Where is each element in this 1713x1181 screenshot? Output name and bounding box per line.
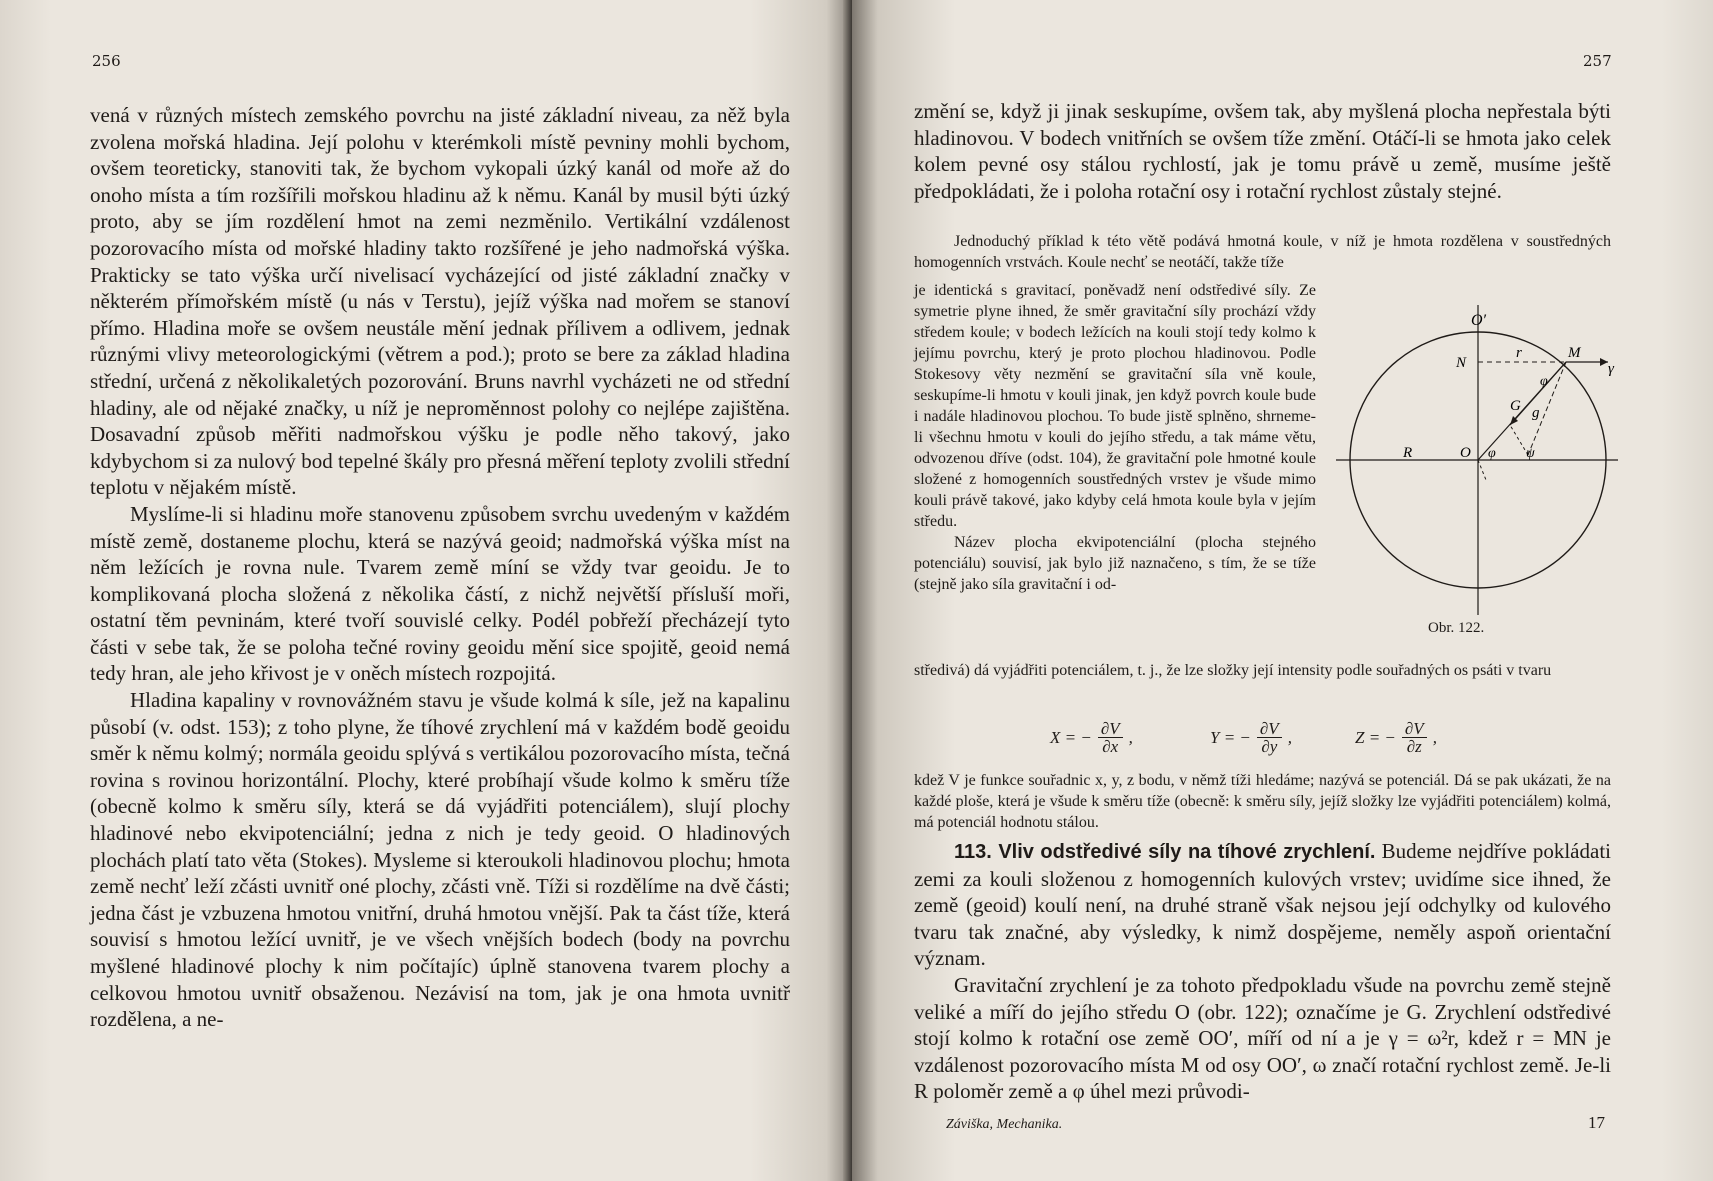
- fraction-numerator: ∂V: [1402, 720, 1427, 738]
- gamma-arrowhead: [1600, 358, 1608, 366]
- fraction-numerator: ∂V: [1257, 720, 1282, 738]
- right-intro-text: [914, 98, 1611, 204]
- equipotential-paragraph-cont: středivá) dá vyjádřiti potenciálem, t. j., že lze složky její intensity podle souřadných os psáti v tvaru: [914, 662, 1552, 679]
- label-phi: φ: [1488, 446, 1496, 461]
- potential-definition: kdež V je funkce souřadnic x, y, z bodu, v němž tíži hledáme; nazývá se potenciál. Dá se pak ukázati, že na každé ploše, která je všude k směru tíže (obecně: k směru síly, jejíž složky lze vyjádřiti potenciálem) kolmá, má potenciál hodnotu stálou.: [914, 772, 1611, 831]
- left-page-text: [90, 102, 790, 1033]
- fraction: [1098, 720, 1123, 755]
- fraction-numerator: ∂V: [1098, 720, 1123, 738]
- equation-lhs: X = −: [1050, 727, 1092, 747]
- label-g-capital: G: [1510, 398, 1521, 414]
- page-number-right: 257: [1583, 52, 1612, 70]
- label-g: g: [1532, 405, 1540, 421]
- equation-y: [1210, 720, 1292, 755]
- equation-z: [1355, 720, 1437, 755]
- section-paragraph-2: Gravitační zrychlení je za tohoto předpokladu všude na povrchu země stejně veliké a míří do jejího středu O (obr. 122); označíme je G. Zrychlení odstředivé stojí kolmo k rotační ose země OO′, míří od ní a je γ = ω²r, kdež r = MN je vzdálenost pozorovacího místa M od osy OO′, ω značí rotační rychlost země. Je-li R poloměr země a φ úhel mezi průvodi-: [914, 972, 1611, 1104]
- section-heading: 113. Vliv odstředivé síly na tíhové zrychlení.: [954, 841, 1376, 863]
- equation-separator: ,: [1287, 727, 1292, 747]
- psi-line: [1478, 460, 1486, 480]
- label-o: O: [1460, 445, 1471, 461]
- label-o-prime: O′: [1471, 312, 1487, 329]
- example-paragraph-start: Jednoduchý příklad k této větě podává hmotná koule, v níž je hmota rozdělena v soustředných homogenních vrstvách. Koule nechť se neotáčí, takže tíže: [914, 233, 1611, 271]
- equation-x: [1050, 720, 1133, 755]
- equipotential-paragraph: Název plocha ekvipotenciální (plocha stejného potenciálu) souvisí, jak bylo již naznačeno, s tím, že se tíže (stejně jako síla gravitační i od-: [914, 534, 1316, 593]
- figure-122-diagram: [1328, 295, 1618, 655]
- label-phi-top: φ: [1540, 374, 1548, 389]
- equation-separator: ,: [1432, 727, 1437, 747]
- label-r: R: [1403, 445, 1413, 461]
- label-n: N: [1456, 355, 1467, 371]
- footer-author: Záviška, Mechanika.: [946, 1117, 1063, 1132]
- paragraph-2: Myslíme-li si hladinu moře stanovenu způsobem svrchu uvedeným v každém místě země, dostaneme plochu, která se nazývá geoid; nadmořská výška míst na něm ležících je rovna nule. Tvarem země míní se vždy tvar geoidu. Je to komplikovaná plocha složená z několika částí, z nichž největší přísluší moři, ostatní těm pevninám, které tvoří souvislé celky. Podél pobřeží přecházejí tyto části v sebe tak, že se poloha tečné roviny geoidu mění sice spojitě, geoid nemá tedy hran, ale jeho křivost je v oněch místech rozpojitá.: [90, 501, 790, 686]
- intro-paragraph: změní se, když ji jinak seskupíme, ovšem tak, aby myšlená plocha nepřestala býti hladinovou. V bodech vnitřních se ovšem tíže změní. Otáčí-li se hmota jako celek kolem pevné osy stálou rychlostí, jak je tomu právě u země, musíme ještě předpokládati, že i poloha rotační osy i rotační rychlost zůstaly stejné.: [914, 99, 1611, 203]
- section-113: [914, 838, 1611, 1105]
- signature-mark: 17: [1588, 1113, 1605, 1132]
- small-text-2: [914, 660, 1611, 681]
- small-text-1: [914, 231, 1611, 273]
- label-r-small: r: [1516, 345, 1522, 361]
- section-paragraph-1: [914, 838, 1611, 972]
- left-page: [0, 0, 852, 1181]
- page-number-left: 256: [92, 52, 121, 70]
- label-gamma: γ: [1608, 361, 1614, 377]
- small-text-3: [914, 770, 1611, 833]
- section-text: Budeme nejdříve pokládati zemi za kouli složenou z homogenních kulových vrstev; uvidíme sice ihned, že země (geoid) koulí není, na druhé straně však nejsou její odchylky od kulového tvaru tak značné, aby výsledky, k nimž dospějeme, neměly aspoň orientační význam.: [914, 839, 1611, 971]
- equation-lhs: Y = −: [1210, 727, 1251, 747]
- paragraph-1: vená v různých místech zemského povrchu na jisté základní niveau, za něž byla zvolena mořská hladina. Její polohu v kterémkoli místě pevniny mohli bychom, ovšem teoreticky, stanoviti tak, že bychom vykopali úzký kanál od moře až do onoho místa a tím rozšířili mořskou hladinu až k němu. Kanál by musil býti úzký proto, aby se jím rozdělení hmot na zemi nezměnilo. Vertikální vzdálenost pozorovacího místa od mořské hladiny takto rozšířené je jeho nadmořská výška. Prakticky se tato výška určí nivelisací vycházející od jisté základní značky v některém přímořském místě (u nás v Terstu), jejíž výška nad mořem se stanoví přímo. Hladina moře se ovšem neustále mění jednak přílivem a odlivem, jednak různými vlivy meteorologickými (větrem a pod.); proto se bere za základ hladina střední, určená z několikaletých pozorování. Bruns navrhl vycházeti ne od střední hladiny, ale od nějaké značky, u níž je neproměnnost polohy co nejlépe zajištěna. Dosavadní způsob měřiti nadmořskou výšku je podle něho takový, jako kdybychom si za nulový bod tepelné škály pro přesná měření teploty zvolili střední teplotu v nějakém místě.: [90, 103, 790, 500]
- fraction: [1257, 720, 1282, 755]
- fraction-denominator: ∂z: [1406, 737, 1422, 756]
- paragraph-3: Hladina kapaliny v rovnovážném stavu je všude kolmá k síle, jež na kapalinu působí (v. odst. 153); z toho plyne, že tíhové zrychlení má v každém bodě geoidu směr k němu kolmý; normála geoidu splývá s vertikálou pozorovacího místa, tečná rovina s rovinou horizontální. Plochy, které probíhají všude kolmo k směru tíže (obecně kolmo k směru síly, která se dá vyjádřiti potenciálem), slují plochy hladinové nebo ekvipotenciální; jedna z nich je tedy geoid. O hladinových plochách platí tato věta (Stokes). Mysleme si kteroukoli hladinovou plochu; hmota země nechť leží zčásti uvnitř oné plochy, zčásti vně. Tíži si rozdělíme na dvě části; jedna část je vzbuzena hmotou vnitřní, druhá hmotou vnější. Pak ta část tíže, která souvisí s hmotou ležící uvnitř, je ve všech vnějších bodech (body na povrchu myšlené hladinové plochy k nim počítajíc) úplně stanovena tvarem plochy a celkovou hmotou uvnitř obsaženou. Nezávisí na tom, jak je ona hmota uvnitř rozdělena, a ne-: [90, 688, 790, 1032]
- fraction-denominator: ∂x: [1102, 737, 1119, 756]
- fraction-denominator: ∂y: [1261, 737, 1278, 756]
- small-text-narrow: [914, 280, 1316, 595]
- label-m: M: [1568, 345, 1581, 361]
- equation-lhs: Z = −: [1355, 727, 1396, 747]
- example-paragraph-cont: je identická s gravitací, poněvadž není odstředivé síly. Ze symetrie plyne ihned, že směr gravitační síly prochází vždy středem koule; v bodech ležících na kouli stojí tedy kolmo k jejímu povrchu, který je proto plochou hladinovou. Podle Stokesovy věty nezmění se gravitační síla vně koule, seskupíme-li hmotu v kouli jinak, jen když povrch koule bude i nadále hladinovou plochou. To bude jistě splněno, shrneme-li všechnu hmotu v kouli do jejího středu, a tak máme větu, odvozenou dříve (odst. 104), že gravitační pole hmotné koule složené z homogenních soustředných vrstev je všude mimo kouli právě takové, jako kdyby celá hmota koule byla v jejím středu.: [914, 282, 1316, 530]
- label-psi: ψ: [1526, 446, 1535, 461]
- equation-separator: ,: [1128, 727, 1133, 747]
- potential-equations: [1050, 720, 1550, 760]
- fraction: [1402, 720, 1427, 755]
- figure-caption: Obr. 122.: [1428, 620, 1485, 636]
